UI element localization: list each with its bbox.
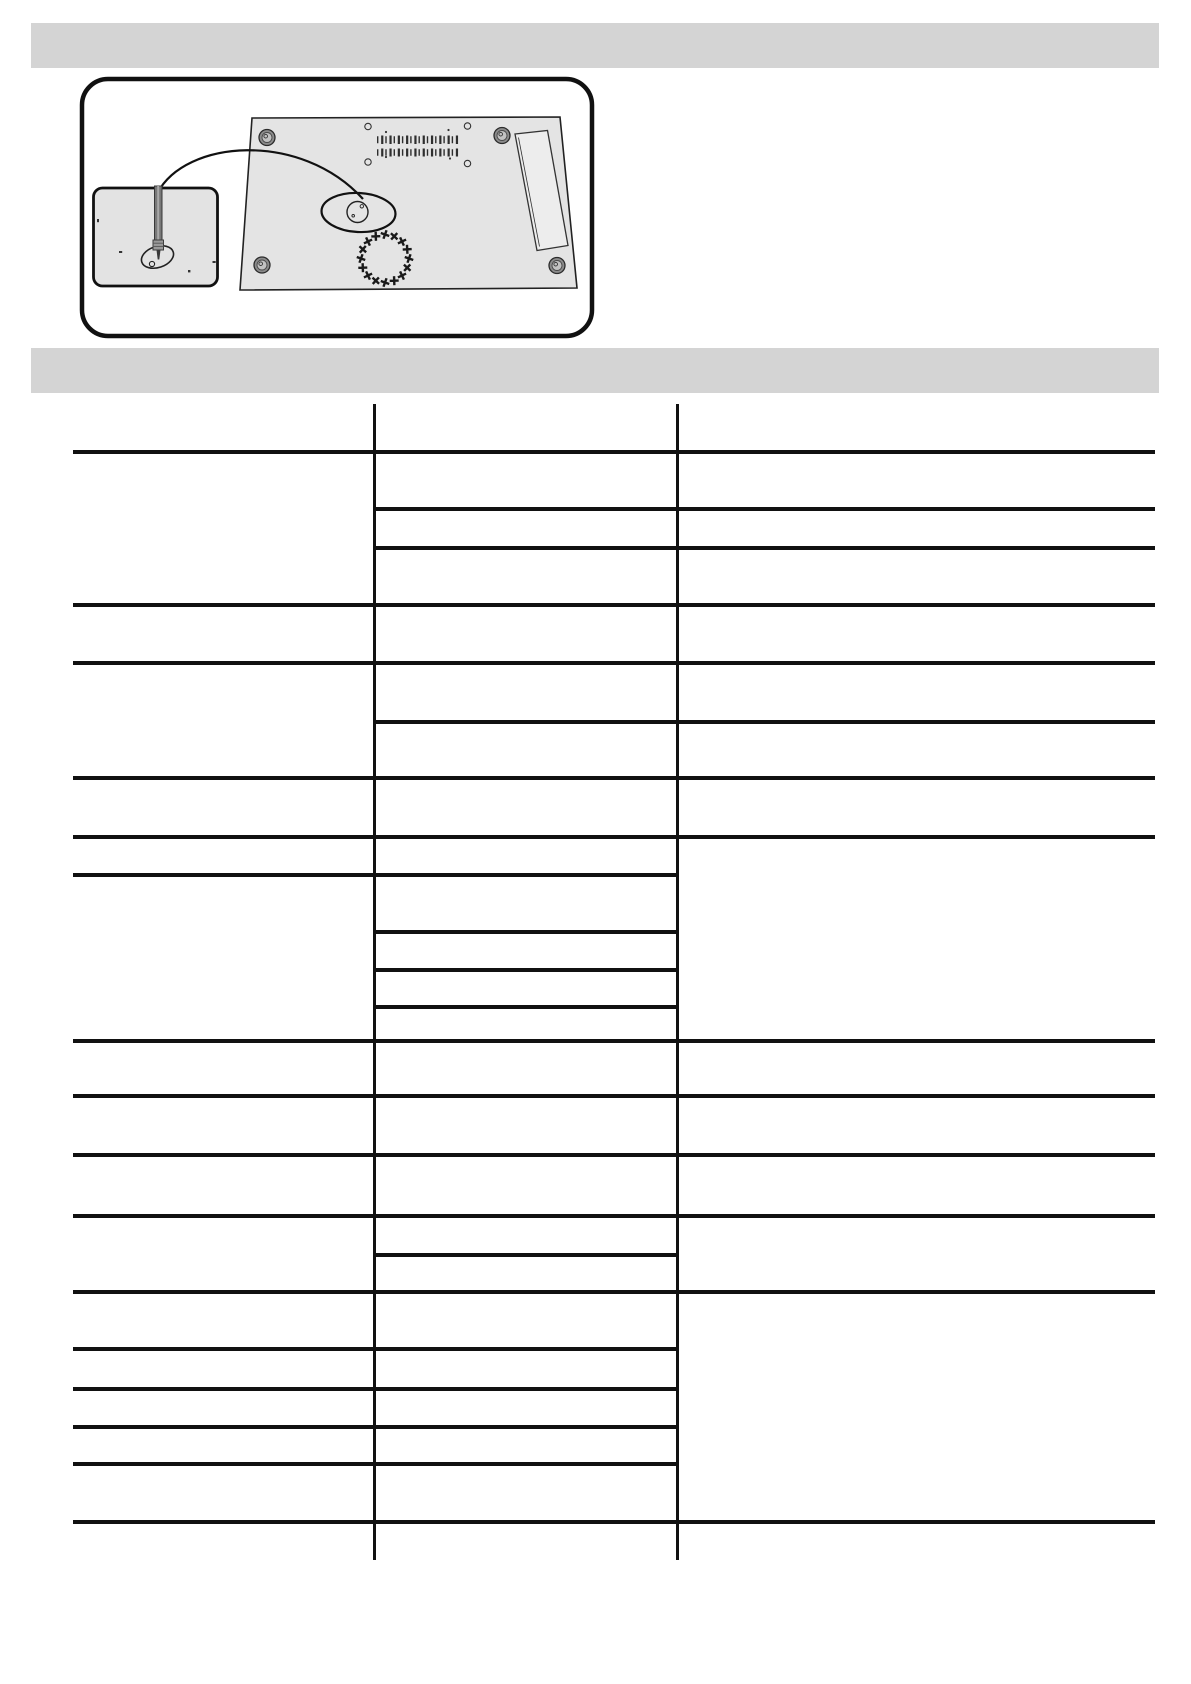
callout-ellipse: [321, 191, 397, 234]
table-grid-hline: [73, 835, 1155, 839]
rubber-foot-icon: [549, 258, 565, 274]
table-grid-hline: [374, 1253, 677, 1257]
table-grid-hline: [374, 507, 1155, 511]
rubber-foot-icon: [259, 130, 275, 146]
table-grid-hline: [73, 603, 1155, 607]
rubber-foot-icon: [254, 257, 270, 273]
screw-holes-icon: [365, 123, 471, 167]
table-grid-hline: [73, 450, 1155, 454]
table-grid-hline: [73, 1039, 1155, 1043]
table-grid-hline: [374, 968, 677, 972]
table-grid-vline: [373, 404, 376, 1560]
table-grid-hline: [73, 1153, 1155, 1157]
section-title-bar: [31, 348, 1159, 393]
table-grid-hline: [73, 776, 1155, 780]
battery-door-inset: [94, 188, 218, 286]
table-grid-hline: [374, 930, 677, 934]
table-grid-hline: [374, 720, 1155, 724]
battery-cover-slot-icon: [139, 242, 177, 272]
table-grid-vline: [676, 404, 679, 1560]
table-grid-hline: [73, 1094, 1155, 1098]
table-grid-hline: [73, 1290, 1155, 1294]
table-grid-hline: [73, 1520, 1155, 1524]
table-grid-hline: [73, 1214, 1155, 1218]
illustration-frame: [82, 79, 592, 336]
panel-marks: [97, 219, 216, 272]
screwdriver-icon: [153, 186, 164, 260]
device-bottom-view-icon: [240, 117, 577, 290]
table-grid-hline: [374, 546, 1155, 550]
table-grid-hline: [374, 1005, 677, 1009]
callout-arc: [158, 150, 364, 199]
product-label-icon: [515, 131, 568, 251]
vent-slots-icon: [377, 136, 458, 157]
battery-cover-icon: [347, 202, 368, 223]
table-grid-hline: [73, 661, 1155, 665]
rubber-foot-icon: [494, 128, 510, 144]
page-title-bar: [31, 23, 1159, 68]
speaker-grille-icon: [355, 229, 415, 289]
